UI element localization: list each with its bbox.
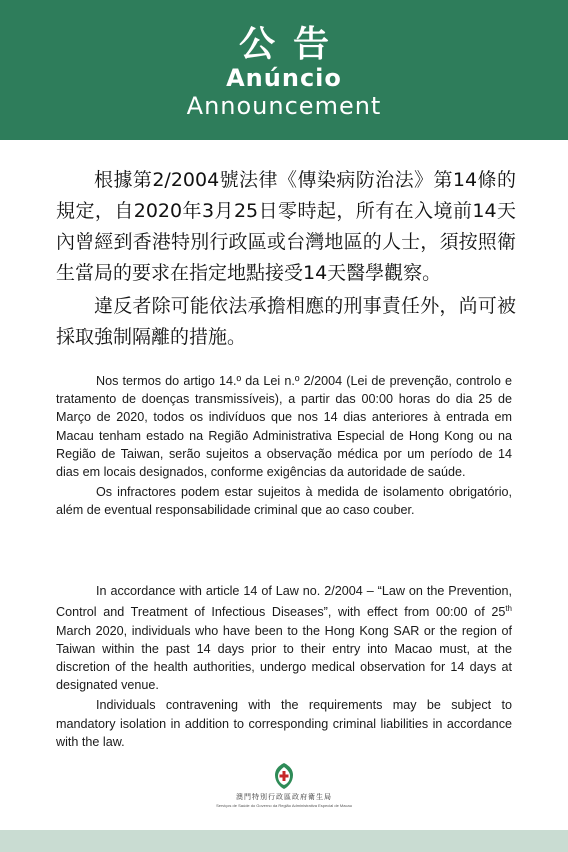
chinese-notice	[56, 165, 516, 353]
title-chinese: 公告	[238, 24, 347, 65]
portuguese-paragraph-1: Nos termos do artigo 14.º da Lei n.º 2/2004 (Lei de prevenção, controlo e tratamento de doenças transmissíveis), a partir das 00:00 horas do dia 25 de Março de 2020, todos os indivíduos que nos 14 dias anteriores à entrada em Macau tenham estado na Região Administrativa Especial de Hong Kong ou na Região de Taiwan, serão sujeitos a observação médica por um período de 14 dias em locais designados, conforme exigências da autoridade de saúde.	[56, 374, 512, 480]
english-paragraph-2: Individuals contravening with the requirements may be subject to mandatory isolation in addition to corresponding criminal liabilities in accordance with the law.	[56, 698, 512, 749]
portuguese-paragraph-2: Os infractores podem estar sujeitos à medida de isolamento obrigatório, além de eventual responsabilidade criminal que ao caso couber.	[56, 485, 512, 518]
logo-text-chinese: 澳門特別行政區政府衛生局	[236, 793, 332, 801]
health-bureau-emblem-icon	[272, 762, 296, 790]
english-notice	[56, 582, 512, 751]
english-paragraph-1	[56, 582, 512, 694]
logo-text-portuguese: Serviços de Saúde do Governo da Região Administrativa Especial de Macau	[216, 803, 352, 808]
chinese-paragraph-2: 違反者除可能依法承擔相應的刑事責任外，尚可被採取強制隔離的措施。	[56, 295, 516, 348]
title-english: Announcement	[186, 92, 382, 120]
english-paragraph-1-part-b: March 2020, individuals who have been to the Hong Kong SAR or the region of Taiwan within the past 14 days prior to their entry into Macao must, at the discretion of the health authorities, undergo medical observation for 14 days at designated venue.	[56, 623, 512, 693]
title-portuguese: Anúncio	[226, 64, 342, 92]
portuguese-notice	[56, 372, 512, 520]
chinese-paragraph-1: 根據第2/2004號法律《傳染病防治法》第14條的規定，自2020年3月25日零時起，所有在入境前14天內曾經到香港特別行政區或台灣地區的人士，須按照衛生當局的要求在指定地點接受14天醫學觀察。	[56, 169, 516, 284]
ordinal-suffix: th	[505, 604, 512, 614]
announcement-header	[0, 0, 568, 140]
english-paragraph-1-part-a: In accordance with article 14 of Law no. 2/2004 – “Law on the Prevention, Control and Treatment of Infectious Diseases”, with effect from 00:00 of 25	[56, 584, 512, 620]
footer-bar	[0, 830, 568, 852]
health-bureau-logo	[0, 762, 568, 808]
